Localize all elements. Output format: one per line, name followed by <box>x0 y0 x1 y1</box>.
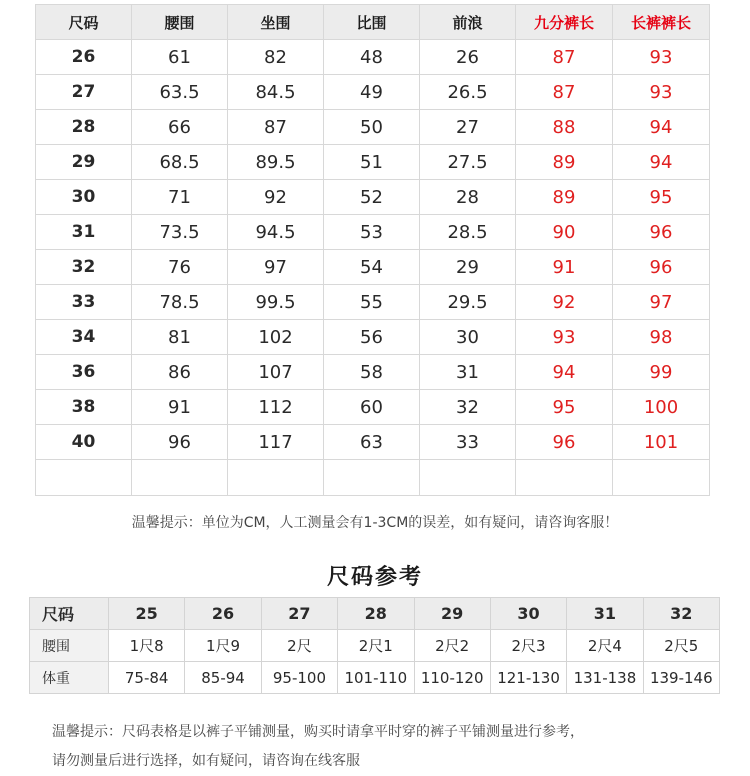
reference-header-cell: 32 <box>643 598 719 630</box>
size-cell: 97 <box>613 285 710 320</box>
size-row <box>36 250 710 285</box>
size-cell: 93 <box>516 320 613 355</box>
size-cell: 90 <box>516 215 613 250</box>
empty-cell <box>228 460 324 496</box>
size-cell: 33 <box>36 285 132 320</box>
size-cell: 78.5 <box>132 285 228 320</box>
size-table-body <box>36 40 710 496</box>
reference-header-cell: 28 <box>338 598 414 630</box>
size-cell: 61 <box>132 40 228 75</box>
size-header-cell: 坐围 <box>228 5 324 40</box>
size-cell: 96 <box>516 425 613 460</box>
size-cell: 94 <box>613 110 710 145</box>
size-cell: 36 <box>36 355 132 390</box>
size-cell: 98 <box>613 320 710 355</box>
size-cell: 27 <box>36 75 132 110</box>
size-cell: 56 <box>324 320 420 355</box>
size-cell: 66 <box>132 110 228 145</box>
reference-cell: 95-100 <box>261 662 337 694</box>
size-row <box>36 145 710 180</box>
size-cell: 91 <box>132 390 228 425</box>
size-cell: 89 <box>516 180 613 215</box>
size-cell: 94 <box>516 355 613 390</box>
reference-cell: 2尺5 <box>643 630 719 662</box>
reference-header-cell: 29 <box>414 598 490 630</box>
size-cell: 52 <box>324 180 420 215</box>
size-row <box>36 180 710 215</box>
size-cell: 49 <box>324 75 420 110</box>
size-row <box>36 390 710 425</box>
size-cell: 101 <box>613 425 710 460</box>
size-cell: 99.5 <box>228 285 324 320</box>
size-cell: 88 <box>516 110 613 145</box>
reference-cell: 2尺1 <box>338 630 414 662</box>
size-cell: 96 <box>132 425 228 460</box>
size-cell: 95 <box>613 180 710 215</box>
size-cell: 26 <box>36 40 132 75</box>
size-row <box>36 110 710 145</box>
size-cell: 29 <box>420 250 516 285</box>
size-cell: 91 <box>516 250 613 285</box>
reference-cell: 2尺3 <box>490 630 566 662</box>
size-cell: 87 <box>516 40 613 75</box>
size-header-cell: 比围 <box>324 5 420 40</box>
size-cell: 92 <box>516 285 613 320</box>
size-row <box>36 285 710 320</box>
reference-cell: 139-146 <box>643 662 719 694</box>
size-cell: 34 <box>36 320 132 355</box>
size-cell: 89.5 <box>228 145 324 180</box>
reference-header-row <box>30 598 720 630</box>
empty-cell <box>132 460 228 496</box>
reference-row <box>30 662 720 694</box>
size-cell: 117 <box>228 425 324 460</box>
size-cell: 27.5 <box>420 145 516 180</box>
size-header-cell: 腰围 <box>132 5 228 40</box>
size-cell: 58 <box>324 355 420 390</box>
size-cell: 102 <box>228 320 324 355</box>
unit-note: 温馨提示：单位为CM，人工测量会有1-3CM的误差，如有疑问，请咨询客服！ <box>131 515 619 531</box>
size-cell: 31 <box>420 355 516 390</box>
size-cell: 71 <box>132 180 228 215</box>
size-cell: 86 <box>132 355 228 390</box>
size-cell: 107 <box>228 355 324 390</box>
reference-cell: 1尺9 <box>185 630 261 662</box>
size-cell: 29 <box>36 145 132 180</box>
size-cell: 30 <box>36 180 132 215</box>
size-cell: 31 <box>36 215 132 250</box>
size-cell: 55 <box>324 285 420 320</box>
size-cell: 100 <box>613 390 710 425</box>
reference-cell: 体重 <box>30 662 109 694</box>
size-cell: 54 <box>324 250 420 285</box>
empty-cell <box>36 460 132 496</box>
size-cell: 53 <box>324 215 420 250</box>
reference-header-cell: 31 <box>567 598 643 630</box>
measure-note <box>52 718 732 776</box>
size-cell: 30 <box>420 320 516 355</box>
size-cell: 27 <box>420 110 516 145</box>
size-row <box>36 425 710 460</box>
size-cell: 28 <box>36 110 132 145</box>
size-cell: 33 <box>420 425 516 460</box>
size-cell: 68.5 <box>132 145 228 180</box>
size-cell: 97 <box>228 250 324 285</box>
size-cell: 26 <box>420 40 516 75</box>
size-cell: 95 <box>516 390 613 425</box>
empty-cell <box>420 460 516 496</box>
reference-header-cell: 尺码 <box>30 598 109 630</box>
reference-header-cell: 26 <box>185 598 261 630</box>
size-table <box>35 4 710 496</box>
size-cell: 60 <box>324 390 420 425</box>
size-row <box>36 75 710 110</box>
reference-title: 尺码参考 <box>326 565 423 590</box>
size-cell: 48 <box>324 40 420 75</box>
size-cell: 94 <box>613 145 710 180</box>
size-row-empty <box>36 460 710 496</box>
reference-table <box>29 597 720 694</box>
reference-row <box>30 630 720 662</box>
reference-cell: 2尺4 <box>567 630 643 662</box>
empty-cell <box>516 460 613 496</box>
size-cell: 32 <box>420 390 516 425</box>
empty-cell <box>324 460 420 496</box>
size-cell: 87 <box>516 75 613 110</box>
reference-cell: 1尺8 <box>109 630 185 662</box>
size-cell: 87 <box>228 110 324 145</box>
size-cell: 28.5 <box>420 215 516 250</box>
size-cell: 40 <box>36 425 132 460</box>
size-row <box>36 40 710 75</box>
size-cell: 96 <box>613 215 710 250</box>
size-cell: 32 <box>36 250 132 285</box>
size-header-cell: 尺码 <box>36 5 132 40</box>
size-header-cell: 长裤裤长 <box>613 5 710 40</box>
size-cell: 89 <box>516 145 613 180</box>
size-cell: 82 <box>228 40 324 75</box>
size-header-cell: 前浪 <box>420 5 516 40</box>
size-cell: 51 <box>324 145 420 180</box>
size-row <box>36 215 710 250</box>
reference-cell: 101-110 <box>338 662 414 694</box>
reference-cell: 2尺2 <box>414 630 490 662</box>
size-cell: 81 <box>132 320 228 355</box>
reference-cell: 2尺 <box>261 630 337 662</box>
reference-cell: 131-138 <box>567 662 643 694</box>
size-cell: 26.5 <box>420 75 516 110</box>
size-cell: 93 <box>613 75 710 110</box>
reference-cell: 85-94 <box>185 662 261 694</box>
size-cell: 73.5 <box>132 215 228 250</box>
measure-note-line1: 温馨提示：尺码表格是以裤子平铺测量，购买时请拿平时穿的裤子平铺测量进行参考， <box>52 724 584 740</box>
measure-note-line2: 请勿测量后进行选择，如有疑问，请咨询在线客服 <box>52 753 360 769</box>
size-cell: 99 <box>613 355 710 390</box>
size-cell: 93 <box>613 40 710 75</box>
reference-cell: 110-120 <box>414 662 490 694</box>
reference-header-cell: 27 <box>261 598 337 630</box>
size-header-cell: 九分裤长 <box>516 5 613 40</box>
size-cell: 38 <box>36 390 132 425</box>
reference-header-cell: 30 <box>490 598 566 630</box>
size-cell: 112 <box>228 390 324 425</box>
size-cell: 92 <box>228 180 324 215</box>
reference-cell: 腰围 <box>30 630 109 662</box>
size-cell: 96 <box>613 250 710 285</box>
size-cell: 50 <box>324 110 420 145</box>
size-table-header <box>36 5 710 40</box>
size-cell: 63.5 <box>132 75 228 110</box>
empty-cell <box>613 460 710 496</box>
size-cell: 84.5 <box>228 75 324 110</box>
size-cell: 76 <box>132 250 228 285</box>
size-row <box>36 320 710 355</box>
reference-cell: 121-130 <box>490 662 566 694</box>
size-cell: 28 <box>420 180 516 215</box>
reference-cell: 75-84 <box>109 662 185 694</box>
size-cell: 63 <box>324 425 420 460</box>
reference-header-cell: 25 <box>109 598 185 630</box>
size-cell: 94.5 <box>228 215 324 250</box>
size-row <box>36 355 710 390</box>
size-cell: 29.5 <box>420 285 516 320</box>
